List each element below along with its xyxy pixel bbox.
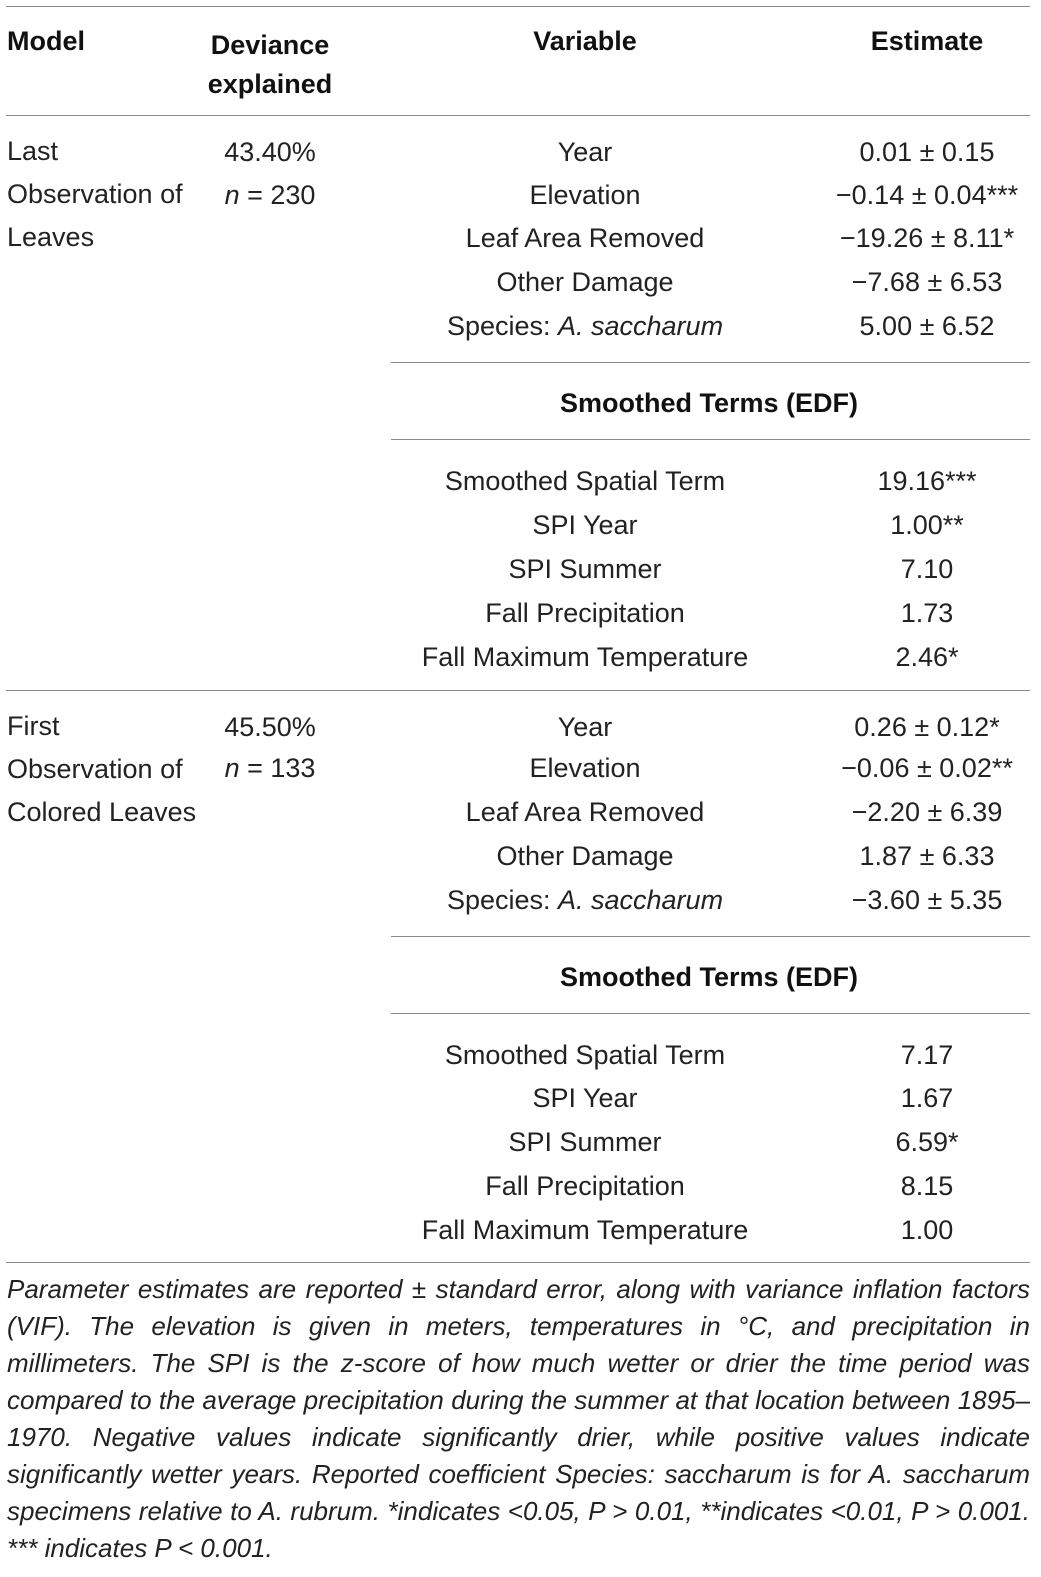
species-name: A. saccharum (558, 885, 724, 915)
section1-param-rule (391, 362, 1030, 363)
smoothed-estimate-cell: 7.10 (900, 554, 954, 584)
estimate-cell: −0.06 ± 0.02** (841, 753, 1013, 783)
smoothed-variable-cell: SPI Summer (508, 554, 662, 584)
smoothed-variable-cell: Fall Precipitation (485, 598, 685, 628)
variable-cell: Leaf Area Removed (465, 797, 705, 827)
estimate-cell: −19.26 ± 8.11* (839, 223, 1015, 253)
smoothed-variable-cell: Fall Maximum Temperature (421, 642, 749, 672)
smoothed-variable-cell: Smoothed Spatial Term (444, 1040, 726, 1070)
n-number: = 133 (247, 753, 316, 783)
top-rule (6, 6, 1030, 7)
header-rule (6, 115, 1030, 116)
header-model: Model (7, 26, 85, 56)
smoothed-estimate-cell: 1.67 (900, 1083, 954, 1113)
variable-cell: Year (557, 712, 613, 742)
estimate-cell: −7.68 ± 6.53 (851, 267, 1003, 297)
n-label: n (224, 753, 240, 783)
estimate-cell: 5.00 ± 6.52 (859, 311, 995, 341)
section2-param-rule (391, 936, 1030, 937)
estimate-cell: −3.60 ± 5.35 (851, 885, 1003, 915)
table-footnote: Parameter estimates are reported ± standard error, along with variance inflation factors (VIF). The elevation is given in meters, temperatures in °C, and precipitation in millimeters. The SPI is the z-score of how much wetter or drier the time period was compared to the average precipitation during the summer at that location between 1895–1970. Negative values indicate significantly drier, while positive values indicate significantly wetter years. Reported coefficient Species: saccharum is for A. saccharum specimens relative to A. rubrum. *indicates <0.05, P > 0.01, **indicates <0.01, P > 0.001. *** indicates P < 0.001. (7, 1274, 1030, 1563)
smoothed-estimate-cell: 8.15 (900, 1171, 954, 1201)
variable-cell: Year (557, 137, 613, 167)
bottom-rule (6, 1262, 1030, 1263)
section1-smoothed-rule (391, 439, 1030, 440)
n-number: = 230 (247, 180, 316, 210)
header-deviance (208, 26, 333, 104)
smoothed-variable-cell: Smoothed Spatial Term (444, 466, 726, 496)
smoothed-variable-cell: Fall Precipitation (485, 1171, 685, 1201)
variable-cell: Other Damage (496, 841, 674, 871)
header-variable: Variable (533, 26, 637, 56)
smoothed-estimate-cell: 7.17 (900, 1040, 954, 1070)
deviance-value: 45.50% (224, 712, 316, 742)
species-prefix: Species: (446, 885, 558, 915)
smoothed-estimate-cell: 1.00** (890, 510, 964, 540)
estimate-cell: −2.20 ± 6.39 (851, 797, 1003, 827)
smoothed-estimate-cell: 2.46* (895, 642, 959, 672)
section-divider-rule (6, 690, 1030, 691)
deviance-value: 43.40% (224, 137, 316, 167)
n-label: n (224, 180, 240, 210)
n-value (225, 180, 316, 210)
variable-cell: Elevation (529, 753, 641, 783)
section2-smoothed-rule (391, 1013, 1030, 1014)
variable-cell-species (447, 885, 723, 915)
model-label: First Observation of Colored Leaves (7, 711, 197, 827)
header-estimate: Estimate (870, 26, 984, 56)
smoothed-terms-header: Smoothed Terms (EDF) (559, 962, 859, 992)
smoothed-variable-cell: SPI Summer (508, 1127, 662, 1157)
estimate-cell: 0.01 ± 0.15 (859, 137, 995, 167)
estimate-cell: 1.87 ± 6.33 (859, 841, 995, 871)
variable-cell: Other Damage (496, 267, 674, 297)
header-deviance-line1: Deviance (210, 30, 330, 60)
variable-cell: Elevation (529, 180, 641, 210)
smoothed-estimate-cell: 6.59* (895, 1127, 959, 1157)
header-deviance-line2: explained (207, 69, 333, 99)
smoothed-estimate-cell: 1.00 (900, 1215, 954, 1245)
smoothed-variable-cell: SPI Year (532, 510, 638, 540)
species-name: A. saccharum (558, 311, 724, 341)
smoothed-estimate-cell: 19.16*** (877, 466, 977, 496)
variable-cell: Leaf Area Removed (465, 223, 705, 253)
smoothed-variable-cell: SPI Year (532, 1083, 638, 1113)
smoothed-variable-cell: Fall Maximum Temperature (421, 1215, 749, 1245)
smoothed-terms-header: Smoothed Terms (EDF) (559, 388, 859, 418)
n-value (225, 753, 316, 783)
estimate-cell: −0.14 ± 0.04*** (835, 180, 1019, 210)
estimate-cell: 0.26 ± 0.12* (854, 712, 1000, 742)
variable-cell-species (447, 311, 723, 341)
smoothed-estimate-cell: 1.73 (900, 598, 954, 628)
model-label: Last Observation of Leaves (7, 136, 183, 252)
species-prefix: Species: (446, 311, 558, 341)
